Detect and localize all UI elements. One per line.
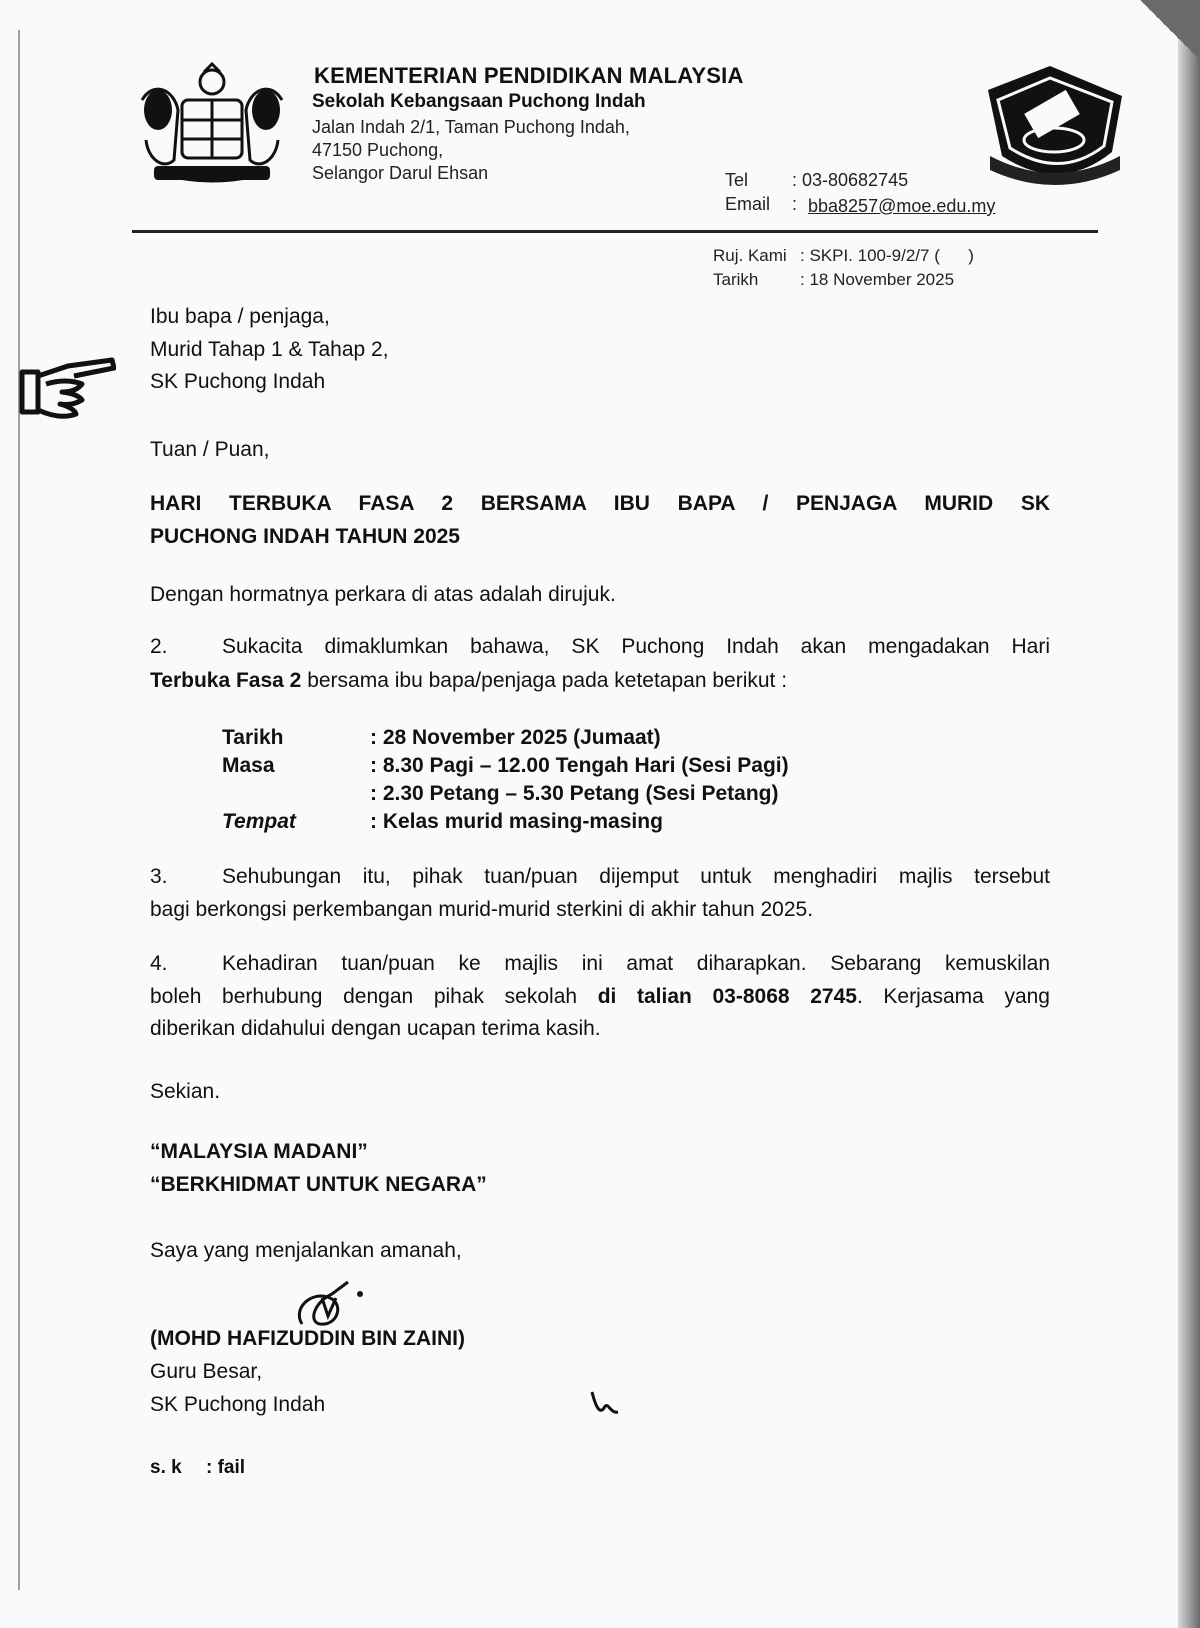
para4-line-2b: . Kerjasama yang bbox=[856, 985, 1050, 1008]
slogan-2: “BERKHIDMAT UNTUK NEGARA” bbox=[150, 1173, 487, 1196]
header-divider bbox=[132, 230, 1098, 233]
schedule-value-place: : Kelas murid masing-masing bbox=[370, 810, 663, 833]
schedule-value-afternoon: : 2.30 Petang – 5.30 Petang (Sesi Petang) bbox=[370, 782, 779, 805]
schedule-label-date: Tarikh bbox=[222, 726, 284, 749]
address-line-3: Selangor Darul Ehsan bbox=[312, 163, 489, 183]
page-edge-shadow bbox=[1178, 0, 1200, 1628]
recipient-line-3: SK Puchong Indah bbox=[150, 370, 326, 393]
ref-value: : SKPI. 100-9/2/7 ( ) bbox=[800, 246, 974, 265]
recipient-line-2: Murid Tahap 1 & Tahap 2, bbox=[150, 338, 389, 361]
schedule-value-date: : 28 November 2025 (Jumaat) bbox=[370, 726, 661, 749]
initial-mark bbox=[588, 1388, 628, 1418]
schedule-label-place: Tempat bbox=[222, 810, 296, 833]
ref-label: Ruj. Kami bbox=[713, 246, 787, 265]
para4-phone: di talian 03-8068 2745 bbox=[597, 985, 857, 1008]
para2-bold: Terbuka Fasa 2 bbox=[150, 669, 302, 692]
opening-line: Dengan hormatnya perkara di atas adalah dirujuk. bbox=[150, 583, 616, 606]
para2-line-2 bbox=[150, 664, 787, 698]
date-label: Tarikh bbox=[713, 270, 759, 289]
closing: Sekian. bbox=[150, 1080, 221, 1103]
subject-line-2: PUCHONG INDAH TAHUN 2025 bbox=[150, 525, 460, 548]
tel-value: : 03-80682745 bbox=[792, 170, 909, 190]
cc-label: s. k bbox=[150, 1457, 182, 1478]
email-label: Email bbox=[725, 194, 771, 214]
para4-number: 4. bbox=[150, 952, 168, 975]
address-line-2: 47150 Puchong, bbox=[312, 140, 444, 160]
date-value: : 18 November 2025 bbox=[800, 270, 955, 289]
para2-number: 2. bbox=[150, 635, 168, 658]
scan-margin-line bbox=[18, 30, 20, 1590]
salutation: Tuan / Puan, bbox=[150, 438, 270, 461]
address-line-1: Jalan Indah 2/1, Taman Puchong Indah, bbox=[312, 117, 630, 137]
para4-line-2a: boleh berhubung dengan pihak sekolah bbox=[150, 985, 598, 1008]
para2-line-1: Sukacita dimaklumkan bahawa, SK Puchong Indah akan mengadakan Hari bbox=[222, 635, 1050, 658]
signatory-title: Guru Besar, bbox=[150, 1360, 263, 1383]
email-colon: : bbox=[792, 194, 798, 214]
recipient-line-1: Ibu bapa / penjaga, bbox=[150, 305, 330, 328]
para2-rest: bersama ibu bapa/penjaga pada ketetapan berikut : bbox=[301, 669, 788, 692]
malaysia-coat-of-arms-icon bbox=[134, 60, 290, 190]
signatory-org: SK Puchong Indah bbox=[150, 1393, 326, 1416]
schedule-label-time: Masa bbox=[222, 754, 275, 777]
ministry-name: KEMENTERIAN PENDIDIKAN MALAYSIA bbox=[314, 63, 744, 88]
pointing-hand-icon bbox=[16, 350, 116, 426]
para3-line-2: bagi berkongsi perkembangan murid-murid sterkini di akhir tahun 2025. bbox=[150, 898, 814, 921]
tel-label: Tel bbox=[725, 170, 749, 190]
subject-line-1: HARI TERBUKA FASA 2 BERSAMA IBU BAPA / PENJAGA MURID SK bbox=[150, 492, 1050, 515]
para3-line-1: Sehubungan itu, pihak tuan/puan dijemput untuk menghadiri majlis tersebut bbox=[222, 865, 1050, 888]
signatory-name: (MOHD HAFIZUDDIN BIN ZAINI) bbox=[150, 1327, 465, 1350]
school-name: Sekolah Kebangsaan Puchong Indah bbox=[312, 91, 646, 112]
para4-line-2 bbox=[150, 980, 1050, 1014]
para4-line-3: diberikan didahului dengan ucapan terima kasih. bbox=[150, 1017, 601, 1040]
cc-value: : fail bbox=[206, 1457, 246, 1478]
school-badge-icon bbox=[980, 60, 1130, 200]
para3-number: 3. bbox=[150, 865, 168, 888]
page-corner-fold bbox=[1140, 0, 1200, 60]
email-link[interactable]: bba8257@moe.edu.my bbox=[808, 196, 996, 216]
para4-line-1: Kehadiran tuan/puan ke majlis ini amat diharapkan. Sebarang kemuskilan bbox=[222, 952, 1050, 975]
sign-off: Saya yang menjalankan amanah, bbox=[150, 1239, 462, 1262]
slogan-1: “MALAYSIA MADANI” bbox=[150, 1140, 368, 1163]
schedule-value-morning: : 8.30 Pagi – 12.00 Tengah Hari (Sesi Pagi) bbox=[370, 754, 789, 777]
